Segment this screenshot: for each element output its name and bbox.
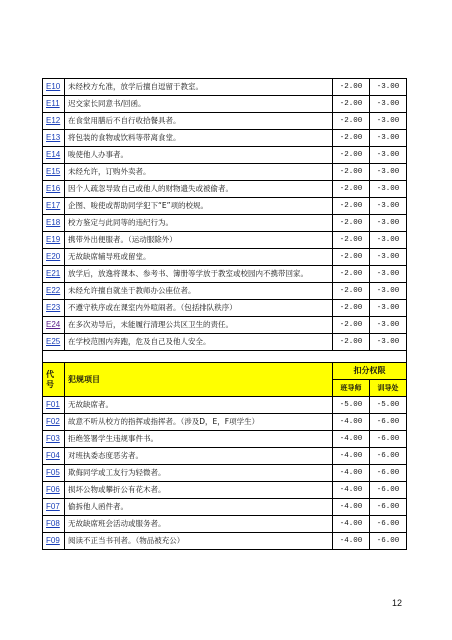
discipline-office-deduction: -3.00 [370,164,407,181]
table-row [43,232,407,249]
class-teacher-deduction: -2.00 [333,147,370,164]
table-row [43,147,407,164]
discipline-office-deduction: -3.00 [370,215,407,232]
rules-section-e [43,79,407,351]
class-teacher-deduction: -4.00 [333,482,370,499]
table-row [43,79,407,96]
rule-description: 携带外出便服者。（运动服除外） [65,232,333,249]
discipline-office-deduction: -3.00 [370,283,407,300]
table-row [43,431,407,448]
class-teacher-deduction: -2.00 [333,266,370,283]
rule-code-link[interactable]: E17 [46,201,61,210]
rule-code-cell [43,499,65,516]
rule-code-link[interactable]: E16 [46,184,61,193]
rule-code-link[interactable]: E10 [46,82,61,91]
rule-code-link[interactable]: E13 [46,133,61,142]
rule-code-link[interactable]: E14 [46,150,61,159]
rule-code-cell [43,164,65,181]
rule-code-cell [43,414,65,431]
table-row [43,130,407,147]
class-teacher-deduction: -2.00 [333,96,370,113]
discipline-office-deduction: -3.00 [370,266,407,283]
class-teacher-deduction: -2.00 [333,113,370,130]
rule-code-cell [43,482,65,499]
discipline-office-deduction: -6.00 [370,448,407,465]
rule-code-cell [43,113,65,130]
rule-description: 在食堂用膳后不自行收拾餐具者。 [65,113,333,130]
rule-code-cell [43,249,65,266]
class-teacher-deduction: -2.00 [333,215,370,232]
discipline-office-deduction: -3.00 [370,232,407,249]
rule-description: 未经校方允准，放学后擅自逗留于教室。 [65,79,333,96]
rule-code-cell [43,232,65,249]
rule-code-cell [43,516,65,533]
rule-description: 无故缺席辅导班或留堂。 [65,249,333,266]
page-number: 12 [392,598,403,608]
discipline-office-deduction: -6.00 [370,499,407,516]
discipline-office-deduction: -6.00 [370,431,407,448]
rule-description: 未经允许，订购外卖者。 [65,164,333,181]
table-row [43,300,407,317]
rule-description: 在多次劝导后，未能履行清理公共区卫生的责任。 [65,317,333,334]
class-teacher-deduction: -2.00 [333,300,370,317]
class-teacher-deduction: -4.00 [333,533,370,550]
table-row [43,283,407,300]
header-row [43,363,407,380]
rule-description: 因个人疏忽导致自己或他人的财物遗失或被偷者。 [65,181,333,198]
rule-description: 损坏公物或攀折公有花木者。 [65,482,333,499]
discipline-office-deduction: -3.00 [370,96,407,113]
table-row [43,317,407,334]
discipline-office-deduction: -3.00 [370,249,407,266]
class-teacher-deduction: -2.00 [333,79,370,96]
rule-description: 无故缺席者。 [65,397,333,414]
rule-code-cell [43,96,65,113]
table-row [43,482,407,499]
discipline-office-deduction: -3.00 [370,317,407,334]
rule-code-cell [43,130,65,147]
class-teacher-deduction: -2.00 [333,334,370,351]
class-teacher-deduction: -2.00 [333,249,370,266]
spacer-row [43,351,407,363]
rule-description: 无故缺席班会活动或服务者。 [65,516,333,533]
discipline-office-deduction: -3.00 [370,130,407,147]
discipline-office-deduction: -3.00 [370,334,407,351]
rule-code-link[interactable]: E11 [46,99,60,108]
rule-code-cell [43,79,65,96]
deduction-header: 扣分权限 [333,363,407,380]
discipline-office-deduction: -6.00 [370,465,407,482]
rule-code-link[interactable]: F03 [46,434,60,443]
class-teacher-deduction: -4.00 [333,516,370,533]
class-teacher-deduction: -2.00 [333,283,370,300]
class-teacher-header: 班导师 [333,380,370,397]
rule-description: 放学后，放逸将课本、参考书、簿册等学放于教室或校园内不携带回家。 [65,266,333,283]
rule-code-cell [43,215,65,232]
rule-description: 企图、唆使或帮助同学犯下“E”项的校规。 [65,198,333,215]
table-row [43,533,407,550]
rules-section-f [43,397,407,550]
rule-code-cell [43,533,65,550]
rule-code-link[interactable]: E22 [46,286,61,295]
rule-description: 校方鉴定与此同等的违纪行为。 [65,215,333,232]
rule-code-link[interactable]: E21 [46,269,61,278]
discipline-office-deduction: -6.00 [370,533,407,550]
class-teacher-deduction: -2.00 [333,181,370,198]
rule-code-link[interactable]: E23 [46,303,61,312]
discipline-office-deduction: -6.00 [370,516,407,533]
rule-description: 故意不听从校方的指挥或指挥者。（涉及D，E，F项学生） [65,414,333,431]
rule-code-link[interactable]: E18 [46,218,61,227]
discipline-office-deduction: -3.00 [370,147,407,164]
discipline-office-deduction: -3.00 [370,181,407,198]
discipline-office-deduction: -6.00 [370,482,407,499]
rule-code-link[interactable]: F02 [46,417,60,426]
rule-description: 欺侮同学或工友行为轻微者。 [65,465,333,482]
table-row [43,113,407,130]
class-teacher-deduction: -4.00 [333,465,370,482]
rule-code-cell [43,283,65,300]
rule-description: 对班执委态度恶劣者。 [65,448,333,465]
table-row [43,181,407,198]
rule-code-cell [43,431,65,448]
table-row [43,334,407,351]
rule-code-cell [43,198,65,215]
rule-code-cell [43,147,65,164]
table-row [43,96,407,113]
class-teacher-deduction: -4.00 [333,431,370,448]
discipline-office-deduction: -6.00 [370,414,407,431]
rule-code-link[interactable]: E15 [46,167,61,176]
rule-code-link[interactable]: F06 [46,485,60,494]
code-header: 代号 [43,363,65,397]
table-row [43,414,407,431]
violation-header: 犯规项目 [65,363,333,397]
table-row [43,249,407,266]
rule-description: 阅读不正当书刊者。（物品被充公） [65,533,333,550]
rule-code-link[interactable]: E24 [46,320,61,329]
rule-code-cell [43,266,65,283]
table-row [43,448,407,465]
class-teacher-deduction: -5.00 [333,397,370,414]
rule-code-link[interactable]: F09 [46,536,60,545]
rule-code-link[interactable]: F08 [46,519,60,528]
rule-code-link[interactable]: E25 [46,337,61,346]
rules-table [42,78,407,550]
rule-code-cell [43,397,65,414]
class-teacher-deduction: -2.00 [333,164,370,181]
table-row [43,164,407,181]
discipline-office-deduction: -3.00 [370,300,407,317]
rule-code-cell [43,448,65,465]
rule-description: 偷拆他人函件者。 [65,499,333,516]
rule-code-cell [43,465,65,482]
table-row [43,499,407,516]
rule-description: 将包装的食物或饮料等带离食堂。 [65,130,333,147]
discipline-office-deduction: -5.00 [370,397,407,414]
spacer-section [43,351,407,363]
rule-code-link[interactable]: E19 [46,235,61,244]
header-section [43,363,407,397]
rule-code-link[interactable]: F01 [46,400,60,409]
rule-description: 唆使他人办事者。 [65,147,333,164]
discipline-office-deduction: -3.00 [370,79,407,96]
table-row [43,215,407,232]
rule-code-link[interactable]: F05 [46,468,60,477]
class-teacher-deduction: -2.00 [333,198,370,215]
rule-code-link[interactable]: F07 [46,502,60,511]
discipline-office-deduction: -3.00 [370,198,407,215]
table-row [43,397,407,414]
rule-description: 迟交家长同意书/回函。 [65,96,333,113]
rule-code-link[interactable]: E12 [46,116,61,125]
class-teacher-deduction: -4.00 [333,499,370,516]
rule-description: 未经允许擅自就坐于教师办公座位者。 [65,283,333,300]
class-teacher-deduction: -4.00 [333,448,370,465]
class-teacher-deduction: -2.00 [333,130,370,147]
discipline-office-header: 训导处 [370,380,407,397]
table-row [43,465,407,482]
table-row [43,266,407,283]
table-row [43,516,407,533]
class-teacher-deduction: -4.00 [333,414,370,431]
rule-code-link[interactable]: F04 [46,451,60,460]
rule-code-cell [43,181,65,198]
rule-description: 拒绝签署学生违规事件书。 [65,431,333,448]
class-teacher-deduction: -2.00 [333,317,370,334]
class-teacher-deduction: -2.00 [333,232,370,249]
rule-description: 不遵守秩序或在课室内外喧闹者。（包括排队秩序） [65,300,333,317]
table-row [43,198,407,215]
rule-code-cell [43,317,65,334]
rule-description: 在学校范围内奔跑，危及自己及他人安全。 [65,334,333,351]
discipline-office-deduction: -3.00 [370,113,407,130]
rule-code-cell [43,300,65,317]
rule-code-cell [43,334,65,351]
rule-code-link[interactable]: E20 [46,252,61,261]
